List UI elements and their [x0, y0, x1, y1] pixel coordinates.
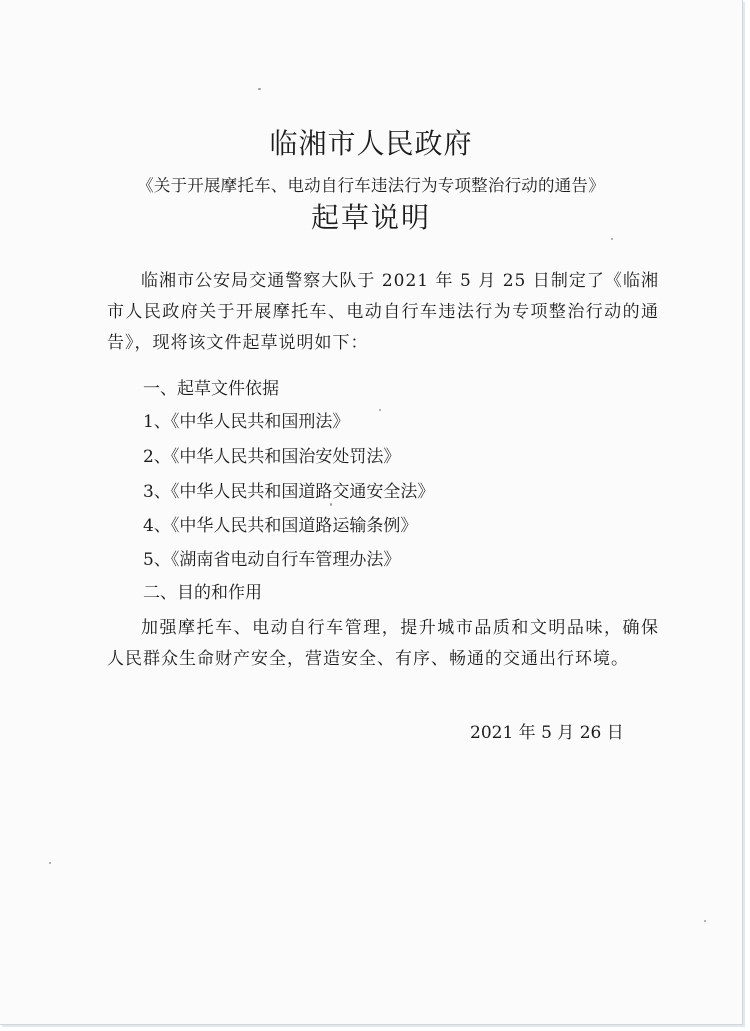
document-kind: 起草说明: [310, 201, 431, 234]
basis-item: 4、《中华人民共和国道路运输条例》: [143, 516, 418, 536]
scan-speck: [258, 88, 261, 90]
document-subtitle: 《关于开展摩托车、电动自行车违法行为专项整治行动的通告》: [137, 176, 605, 195]
document-title: 临湘市人民政府: [269, 127, 473, 160]
purpose-paragraph: 加强摩托车、电动自行车管理，提升城市品质和文明品味，确保人民群众生命财产安全，营造安全、有序、畅通的交通出行环境。: [107, 618, 659, 669]
basis-item: 5、《湖南省电动自行车管理办法》: [143, 550, 401, 570]
scan-speck: [379, 409, 381, 411]
basis-item: 3、《中华人民共和国道路交通安全法》: [143, 482, 435, 502]
document-date: 2021 年 5 月 26 日: [470, 723, 624, 743]
scan-speck: [330, 503, 332, 506]
section-heading-purpose: 二、目的和作用: [143, 583, 262, 603]
section-heading-basis: 一、起草文件依据: [143, 379, 279, 399]
scan-speck: [704, 920, 706, 922]
scan-speck: [49, 862, 51, 864]
basis-item: 2、《中华人民共和国治安处罚法》: [143, 447, 401, 467]
scan-speck: [611, 238, 613, 240]
intro-paragraph: 临湘市公安局交通警察大队于 2021 年 5 月 25 日制定了《临湘市人民政府关于开展摩托车、电动自行车违法行为专项整治行动的通告》，现将该文件起草说明如下：: [107, 271, 659, 353]
basis-item: 1、《中华人民共和国刑法》: [143, 412, 350, 432]
